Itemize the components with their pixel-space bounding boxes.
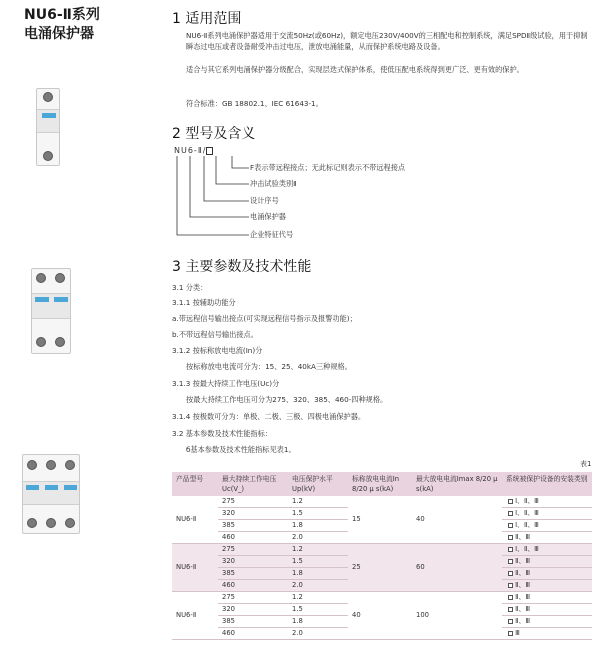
category-text: Ⅰ、Ⅱ、Ⅲ [515, 509, 539, 518]
section3-line: 按最大持续工作电压可分为275、320、385、460-四种规格。 [186, 395, 388, 404]
section1-title: 1 适用范围 [172, 11, 242, 27]
cell-up: 1.8 [288, 520, 348, 532]
cell-category [502, 532, 592, 544]
header-imax: 最大放电电流Imax 8/20 μ s(kA) [412, 472, 502, 496]
cell-up: 1.8 [288, 568, 348, 580]
checkbox-icon [508, 607, 513, 612]
section1-para1: NU6-Ⅱ系列电涌保护器适用于交流50Hz(或60Hz)，额定电压230V/400V的三相配电和控制系统，满足SPDⅡ级试验，用于抑制瞬态过电压或者设备耐受冲击过电压，泄放电涌能量，从而保护系统电路及设备。 [186, 31, 588, 51]
section1-para2: 适合与其它系列电涌保护器分级配合，实现层迭式保护体系，使低压配电系统得到更广泛、更有效的保护。 [186, 65, 524, 74]
meaning-enterprise-code: 企业特征代号 [250, 230, 294, 239]
checkbox-icon [508, 499, 513, 504]
model-code-text: NU6-Ⅱ/ [174, 146, 207, 155]
cell-uc: 460 [218, 628, 288, 640]
table-number: 表1 [580, 460, 592, 468]
single-pole-device-image [36, 88, 60, 166]
cell-imax: 40 [412, 496, 502, 544]
cell-uc: 275 [218, 496, 288, 508]
product-title [24, 6, 100, 44]
cell-up: 1.8 [288, 616, 348, 628]
section1-standard: 符合标准：GB 18802.1、IEC 61643-1。 [186, 99, 323, 108]
cell-category [502, 568, 592, 580]
header-in: 标称放电电流In 8/20 μ s(kA) [348, 472, 412, 496]
product-title-line1: NU6-Ⅱ系列 [24, 7, 100, 23]
cell-imax: 100 [412, 592, 502, 640]
three-pole-device-image [22, 454, 80, 534]
category-text: Ⅰ、Ⅱ、Ⅲ [515, 497, 539, 506]
cell-up: 1.5 [288, 604, 348, 616]
cell-uc: 320 [218, 604, 288, 616]
category-text: Ⅱ、Ⅲ [515, 581, 531, 590]
parameters-table [172, 472, 592, 640]
category-text: Ⅱ、Ⅲ [515, 605, 531, 614]
cell-category [502, 544, 592, 556]
section3-line: 3.1.1 按辅助功能分 [172, 298, 236, 307]
meaning-design-number: 设计序号 [250, 196, 279, 205]
checkbox-icon [508, 523, 513, 528]
checkbox-icon [508, 631, 513, 636]
cell-uc: 460 [218, 580, 288, 592]
checkbox-icon [508, 511, 513, 516]
cell-category [502, 592, 592, 604]
section3-line: 3.1.4 按极数可分为：单极、二极、三极、四极电涌保护器。 [172, 412, 366, 421]
cell-category [502, 616, 592, 628]
cell-in: 40 [348, 592, 412, 640]
cell-up: 1.2 [288, 592, 348, 604]
header-up: 电压保护水平Up(kV) [288, 472, 348, 496]
cell-uc: 320 [218, 556, 288, 568]
category-text: Ⅱ、Ⅲ [515, 533, 531, 542]
model-code-tree [172, 152, 252, 242]
category-text: Ⅰ、Ⅱ、Ⅲ [515, 545, 539, 554]
checkbox-icon [508, 535, 513, 540]
category-text: Ⅱ、Ⅲ [515, 569, 531, 578]
checkbox-icon [508, 595, 513, 600]
section3-line: 按标称放电电流可分为：15、25、40kA三种规格。 [186, 362, 352, 371]
table-row [172, 544, 592, 556]
cell-model: NU6-Ⅱ [172, 592, 218, 640]
checkbox-icon [508, 547, 513, 552]
section3-line: 3.1.3 按最大持续工作电压(Uc)分 [172, 379, 280, 388]
cell-category [502, 580, 592, 592]
section3-line: 3.1.2 按标称放电电流(In)分 [172, 346, 263, 355]
cell-imax: 60 [412, 544, 502, 592]
cell-category [502, 508, 592, 520]
section3-line: a.带远程信号输出接点(可实现远程信号指示及报警功能)； [172, 314, 357, 323]
section3-line: 3.2 基本参数及技术性能指标： [172, 429, 272, 438]
cell-in: 15 [348, 496, 412, 544]
cell-uc: 320 [218, 508, 288, 520]
cell-uc: 275 [218, 592, 288, 604]
checkbox-icon [508, 571, 513, 576]
cell-up: 2.0 [288, 628, 348, 640]
section2-title: 2 型号及含义 [172, 126, 256, 142]
category-text: Ⅱ、Ⅲ [515, 557, 531, 566]
cell-uc: 460 [218, 532, 288, 544]
two-pole-device-image [31, 268, 71, 354]
section3-line: б基本参数及技术性能指标见表1。 [186, 445, 296, 454]
section3-title: 3 主要参数及技术性能 [172, 259, 312, 275]
table-row [172, 496, 592, 508]
cell-up: 1.2 [288, 496, 348, 508]
cell-up: 1.2 [288, 544, 348, 556]
table-row [172, 592, 592, 604]
category-text: Ⅱ、Ⅲ [515, 593, 531, 602]
cell-up: 1.5 [288, 556, 348, 568]
cell-category [502, 520, 592, 532]
header-uc: 最大持续工作电压Uc(V_) [218, 472, 288, 496]
checkbox-icon [508, 583, 513, 588]
table-body [172, 496, 592, 640]
cell-up: 2.0 [288, 532, 348, 544]
meaning-test-class: 冲击试验类别Ⅱ [250, 179, 297, 188]
cell-uc: 385 [218, 616, 288, 628]
meaning-surge-protector: 电涌保护器 [250, 212, 286, 221]
cell-uc: 275 [218, 544, 288, 556]
table-header-row [172, 472, 592, 496]
header-category: 系统被保护设备的安装类别 [502, 472, 592, 496]
cell-model: NU6-Ⅱ [172, 544, 218, 592]
cell-model: NU6-Ⅱ [172, 496, 218, 544]
cell-category [502, 628, 592, 640]
category-text: Ⅱ、Ⅲ [515, 617, 531, 626]
header-model: 产品型号 [172, 472, 218, 496]
meaning-remote-contact: F表示带远程接点；无此标记则表示不带远程接点 [250, 163, 406, 172]
cell-up: 1.5 [288, 508, 348, 520]
cell-category [502, 556, 592, 568]
section3-line: 3.1 分类： [172, 283, 208, 292]
section3-line: b.不带远程信号输出接点。 [172, 330, 258, 339]
category-text: Ⅰ、Ⅱ、Ⅲ [515, 521, 539, 530]
cell-up: 2.0 [288, 580, 348, 592]
product-title-line2: 电涌保护器 [24, 26, 94, 42]
cell-uc: 385 [218, 520, 288, 532]
cell-in: 25 [348, 544, 412, 592]
category-text: Ⅲ [515, 629, 520, 638]
checkbox-icon [508, 559, 513, 564]
cell-category [502, 604, 592, 616]
cell-category [502, 496, 592, 508]
cell-uc: 385 [218, 568, 288, 580]
checkbox-icon [508, 619, 513, 624]
